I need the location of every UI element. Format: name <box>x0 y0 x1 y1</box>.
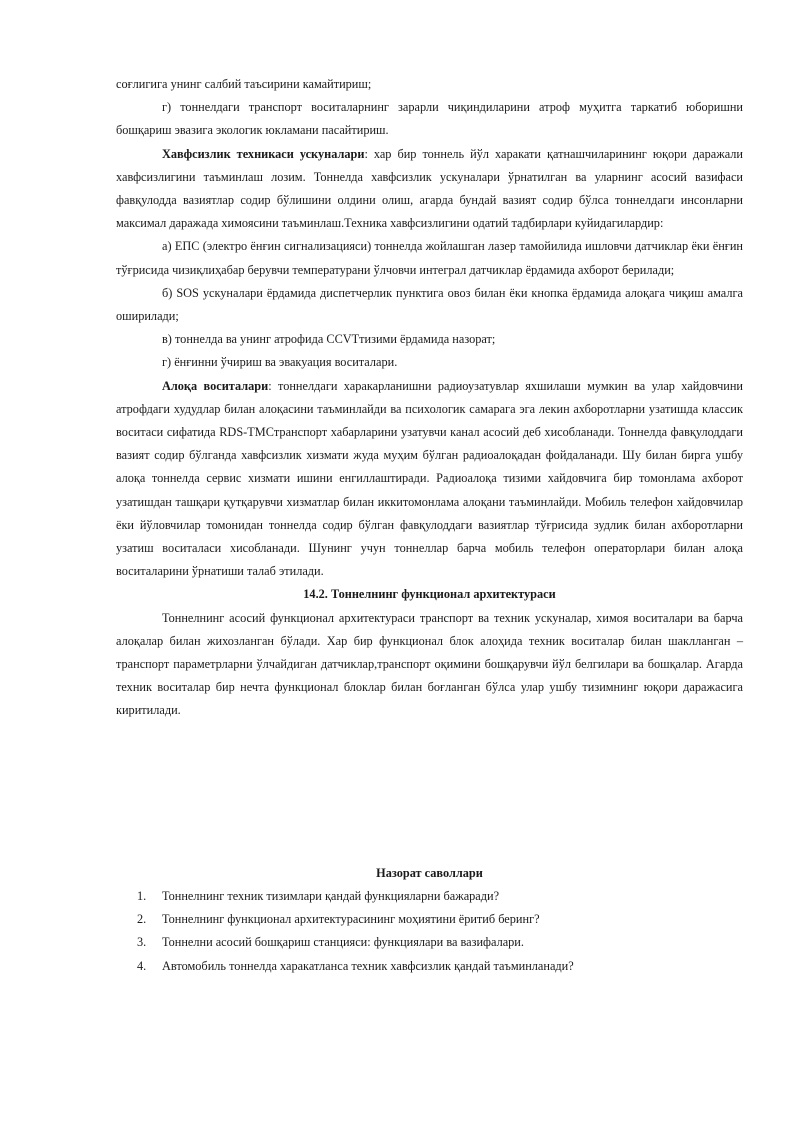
list-item-text: Тоннелнинг функционал архитектурасининг моҳиятини ёритиб беринг? <box>162 912 540 927</box>
paragraph-item-a: а) ЕПС (электро ёнғин сигнализацияси) тоннелда жойлашган лазер тамойилида ишловчи датчиклар ёки ёнғин тўғрисида чизиқлиҳабар берувчи температурани ўлчовчи интеграл датчиклар ёрдамида ахборот берилади; <box>116 239 743 277</box>
paragraph-item-v: в) тоннелда ва унинг атрофида CCVTтизими ёрдамида назорат; <box>162 332 496 347</box>
questions-title: Назорат саволлари <box>376 866 483 880</box>
list-item <box>116 931 743 954</box>
paragraph-communication <box>116 375 743 584</box>
questions-list <box>116 885 743 978</box>
paragraph-item-g: г) ёнғинни ўчириш ва эвакуация воситалари. <box>162 355 398 370</box>
term-safety-equipment: Хавфсизлик техникаси ускуналари <box>162 146 365 161</box>
list-item-number: 2. <box>137 912 147 927</box>
list-item-number: 1. <box>137 889 147 903</box>
paragraph-safety-equipment <box>116 143 743 236</box>
paragraph-architecture: Тоннелнинг асосий функционал архитектураси транспорт ва техник ускуналар, химоя воситалари ва барча алоқалар билан жихозланган бўлади. Хар бир функционал блок алоҳида техник воситалар билан шаклланган –транспорт параметрларни ўлчайдиган датчиклар,транспорт оқимини бошқарувчи йўл белгилари ва бошқалар. Агарда техник воситалар бир нечта функционал блоклар билан боғланган бўлса улар ушбу тизимнинг юқори даражасига киритилади. <box>116 610 743 718</box>
list-item-number: 3. <box>137 935 147 950</box>
list-item-text: Тоннелнинг техник тизимлари қандай функцияларни бажаради? <box>162 889 500 903</box>
paragraph-1: соғлигига унинг салбий таъсирини камайтириш; <box>116 77 372 91</box>
list-item <box>116 908 743 931</box>
paragraph-communication-text: : тоннелдаги харакарланишни радиоузатувлар яхшилаши мумкин ва улар хайдовчини атрофдаги худудлар билан алоқасини таъминлайди ва психологик самарага эга лекин ахборотларни узатишда классик воситаси сифатида RDS-TMCтранспорт хабарларини узатувчи канал асосий деб хисобланади. Тоннелда фавқулоддаги вазият содир бўлганда хавфсизлик хизмати жуда муҳим бўлган радиоалоқадан фойдаланади. Шу билан бирга ушбу алоқа тоннелда сервис хизмати ишини енгиллаштиради. Радиоалоқа тизими хайдовчига бир томонлама ахборот узатишдан ташқари қутқарувчи хизматлар билан иккитомонлама алоқани таъминлайди. Мобиль телефон хайдовчилар ёки йўловчилар томонидан тоннелда содир бўлган фавқулоддаги вазиятлар тўғрисида зудлик билан ахборотларни узатиш воситаласи хисобланади. Шунинг учун тоннеллар барча мобиль телефон операторлари билан алоқа воситаларини ўрнатиши талаб этилади. <box>116 378 744 579</box>
list-item <box>116 885 743 908</box>
paragraph-item-b: б) SOS ускуналари ёрдамида диспетчерлик пунктига овоз билан ёки кнопка ёрдамида алоқага чиқиш амалга оширилади; <box>116 285 743 324</box>
list-item-text: Автомобиль тоннелда харакатланса техник хавфсизлик қандай таъминланади? <box>162 958 574 973</box>
list-item-text: Тоннелни асосий бошқариш станцияси: функциялари ва вазифалари. <box>162 935 524 950</box>
paragraph-safety-equipment-text: : хар бир тоннель йўл харакати қатнашчиларининг юқори даражали хавфсизлигини таъминлаш лозим. Тоннелда хавфсизлик ускуналари ўрнатилган ва уларнинг асосий вазифаси фавқулодда вазиятлар содир бўлишини олдини олиш, агарда бундай вазият содир бўлса тоннелдаги инсонларни максимал даражада химоясини таъминлаш.Техника хавфсизлигини одатий тадбирлари куйидагилардир: <box>116 146 743 231</box>
section-heading: 14.2. Тоннелнинг функционал архитектураси <box>303 587 556 602</box>
term-communication: Алоқа воситалари <box>162 378 269 393</box>
paragraph-2: г) тоннелдаги транспорт воситаларнинг зарарли чиқиндиларини атроф муҳитга таркатиб юборишни бошқариш эвазига экологик юкламани пасайтириш. <box>116 100 743 138</box>
body-text <box>116 73 743 723</box>
list-item <box>116 955 743 978</box>
list-item-number: 4. <box>137 958 147 973</box>
